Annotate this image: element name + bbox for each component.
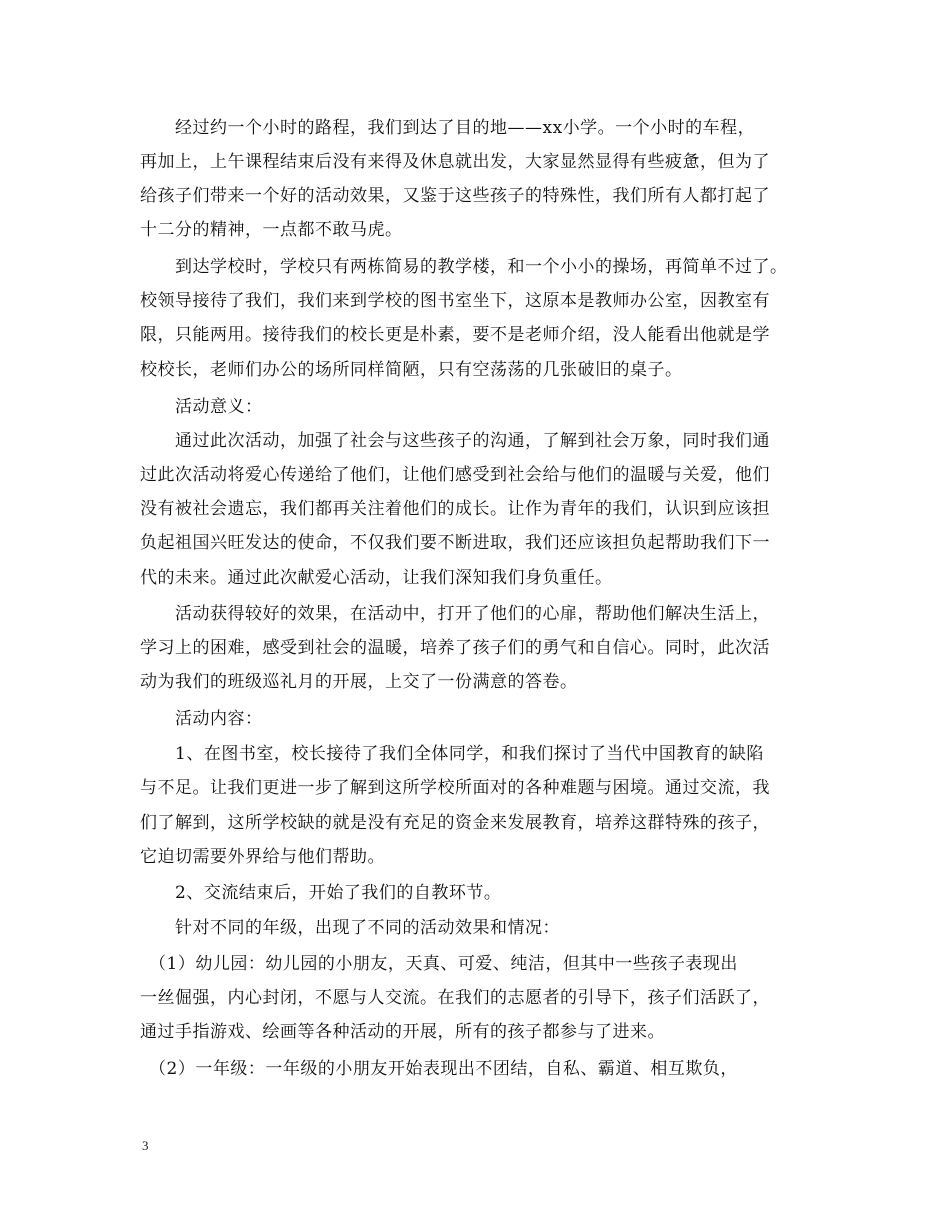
text-line: 校领导接待了我们，我们来到学校的图书室坐下，这原本是教师办公室，因教室有 — [140, 291, 770, 311]
text-line: 十二分的精神，一点都不敢马虎。 — [140, 220, 403, 240]
text-line: 们了解到，这所学校缺的就是没有充足的资金来发展教育，培养这群特殊的孩子， — [140, 813, 770, 833]
text-line: 动为我们的班级巡礼月的开展，上交了一份满意的答卷。 — [140, 672, 578, 692]
text-line: 一丝倔强，内心封闭，不愿与人交流。在我们的志愿者的引导下，孩子们活跃了， — [140, 988, 770, 1008]
text-line: 学习上的困难，感受到社会的温暖，培养了孩子们的勇气和自信心。同时，此次活 — [140, 638, 770, 658]
text-line: 2、交流结束后，开始了我们的自教环节。 — [140, 883, 502, 903]
text-line: 它迫切需要外界给与他们帮助。 — [140, 847, 385, 867]
text-line: 通过手指游戏、绘画等各种活动的开展，所有的孩子都参与了进来。 — [140, 1022, 665, 1042]
text-line: 通过此次活动，加强了社会与这些孩子的沟通，了解到社会万象，同时我们通 — [140, 431, 770, 451]
text-line: 活动意义： — [140, 397, 263, 417]
text-line: 负起祖国兴旺发达的使命，不仅我们要不断进取，我们还应该担负起帮助我们下一 — [140, 533, 770, 553]
text-line: 校校长，老师们办公的场所同样简陋，只有空荡荡的几张破旧的桌子。 — [140, 360, 683, 380]
text-line: 经过约一个小时的路程，我们到达了目的地——xx小学。一个小时的车程， — [140, 118, 756, 138]
text-line: 活动获得较好的效果，在活动中，打开了他们的心扉，帮助他们解决生活上， — [140, 604, 770, 624]
text-line: 活动内容： — [140, 709, 263, 729]
text-line: 没有被社会遗忘，我们都再关注着他们的成长。让作为青年的我们，认识到应该担 — [140, 499, 770, 519]
text-line: 1、在图书室，校长接待了我们全体同学，和我们探讨了当代中国教育的缺陷 — [140, 744, 764, 764]
text-line: 过此次活动将爱心传递给了他们，让他们感受到社会给与他们的温暖与关爱，他们 — [140, 465, 770, 485]
text-line: 针对不同的年级，出现了不同的活动效果和情况： — [140, 918, 560, 938]
page-number: 3 — [142, 1138, 149, 1153]
text-line: 到达学校时，学校只有两栋简易的教学楼，和一个小小的操场，再简单不过了。 — [140, 257, 788, 277]
text-line: 限，只能两用。接待我们的校长更是朴素，要不是老师介绍，没人能看出他就是学 — [140, 325, 770, 345]
text-line: （1）幼儿园：幼儿园的小朋友，天真、可爱、纯洁，但其中一些孩子表现出 — [140, 954, 738, 974]
text-line: 再加上，上午课程结束后没有来得及休息就出发，大家显然显得有些疲惫，但为了 — [140, 152, 770, 172]
text-line: （2）一年级：一年级的小朋友开始表现出不团结，自私、霸道、相互欺负， — [140, 1059, 738, 1079]
text-line: 与不足。让我们更进一步了解到这所学校所面对的各种难题与困境。通过交流，我 — [140, 778, 770, 798]
text-line: 给孩子们带来一个好的活动效果，又鉴于这些孩子的特殊性，我们所有人都打起了 — [140, 186, 770, 206]
text-line: 代的未来。通过此次献爱心活动，让我们深知我们身负重任。 — [140, 568, 613, 588]
